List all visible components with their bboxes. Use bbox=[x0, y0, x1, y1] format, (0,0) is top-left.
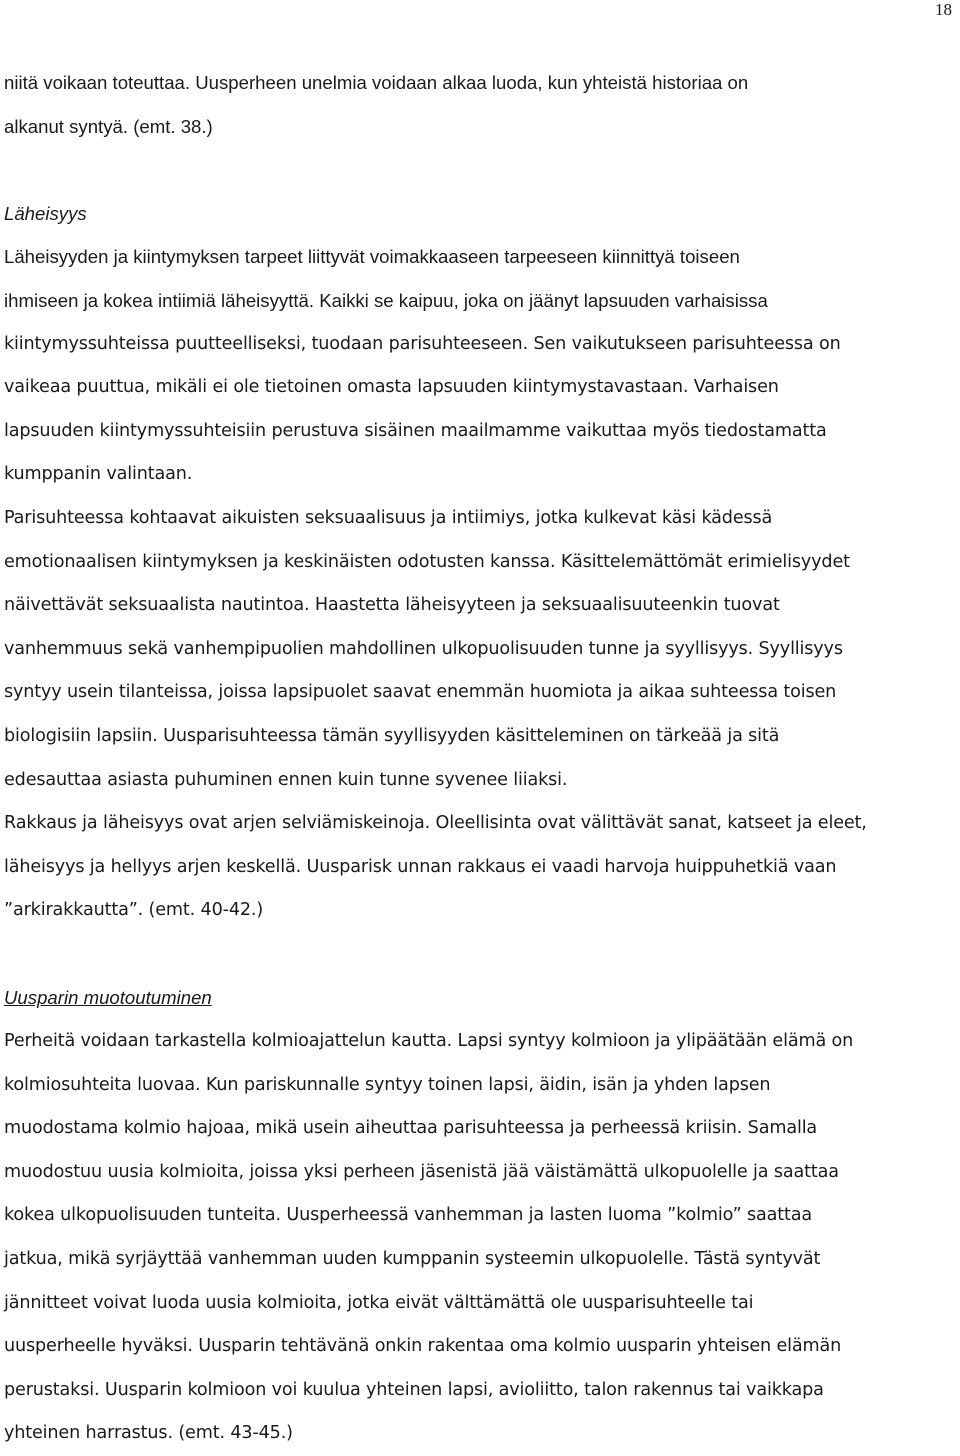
paragraph-line: niitä voikaan toteuttaa. Uusperheen unelmia voidaan alkaa luoda, kun yhteistä historiaa on bbox=[4, 72, 749, 93]
document-body bbox=[4, 61, 954, 1456]
paragraph-line: kokea ulkopuolisuuden tunteita. Uusperheessä vanhemman ja lasten luoma ”kolmio” saattaa bbox=[4, 1205, 813, 1226]
paragraph-line: Rakkaus ja läheisyys ovat arjen selviämiskeinoja. Oleellisinta ovat välittävät sanat, katseet ja eleet, bbox=[4, 813, 867, 834]
spacer bbox=[4, 933, 954, 977]
spacer bbox=[4, 148, 954, 192]
section-heading: Läheisyys bbox=[4, 202, 87, 224]
paragraph-line: vaikeaa puuttua, mikäli ei ole tietoinen omasta lapsuuden kiintymystavastaan. Varhaisen bbox=[4, 377, 779, 398]
paragraph-line: ihmiseen ja kokea intiimiä läheisyyttä. Kaikki se kaipuu, joka on jäänyt lapsuuden varhaisissa bbox=[4, 289, 768, 311]
paragraph-line: vanhemmuus sekä vanhempipuolien mahdollinen ulkopuolisuuden tunne ja syyllisyys. Syyllisyys bbox=[4, 638, 843, 659]
paragraph-line: jatkua, mikä syrjäyttää vanhemman uuden kumppanin systeemin ulkopuolelle. Tästä syntyvät bbox=[4, 1249, 821, 1270]
paragraph-line: näivettävät seksuaalista nautintoa. Haastetta läheisyyteen ja seksuaalisuuteenkin tuovat bbox=[4, 595, 780, 616]
paragraph-line: muodostama kolmio hajoaa, mikä usein aiheuttaa parisuhteessa ja perheessä kriisin. Samalla bbox=[4, 1118, 818, 1139]
paragraph-line: alkanut syntyä. (emt. 38.) bbox=[4, 115, 213, 137]
paragraph-line: kumppanin valintaan. bbox=[4, 464, 193, 485]
paragraph-line: uusperheelle hyväksi. Uusparin tehtävänä onkin rakentaa oma kolmio uusparin yhteisen elämän bbox=[4, 1336, 842, 1357]
paragraph-line: perustaksi. Uusparin kolmioon voi kuulua yhteinen lapsi, avioliitto, talon rakennus tai vaikkapa bbox=[4, 1379, 824, 1400]
paragraph-line: läheisyys ja hellyys arjen keskellä. Uusparisk unnan rakkaus ei vaadi harvoja huippuhetkiä vaan bbox=[4, 856, 837, 877]
paragraph-line: biologisiin lapsiin. Uusparisuhteessa tämän syyllisyyden käsitteleminen on tärkeää ja sitä bbox=[4, 725, 780, 746]
paragraph-line: kiintymyssuhteissa puutteelliseksi, tuodaan parisuhteeseen. Sen vaikutukseen parisuhteessa on bbox=[4, 333, 841, 354]
paragraph-line: Läheisyyden ja kiintymyksen tarpeet liittyvät voimakkaaseen tarpeeseen kiinnittyä toiseen bbox=[4, 246, 740, 268]
paragraph-line: kolmiosuhteita luovaa. Kun pariskunnalle syntyy toinen lapsi, äidin, isän ja yhden lapsen bbox=[4, 1074, 771, 1095]
paragraph-line: lapsuuden kiintymyssuhteisiin perustuva sisäinen maailmamme vaikuttaa myös tiedostamatta bbox=[4, 420, 827, 441]
page-number: 18 bbox=[935, 0, 952, 19]
paragraph-line: Perheitä voidaan tarkastella kolmioajattelun kautta. Lapsi syntyy kolmioon ja ylipäätään elämä on bbox=[4, 1031, 854, 1052]
paragraph-line: emotionaalisen kiintymyksen ja keskinäisten odotusten kanssa. Käsittelemättömät erimielisyydet bbox=[4, 551, 850, 572]
paragraph-line: syntyy usein tilanteissa, joissa lapsipuolet saavat enemmän huomiota ja aikaa suhteessa toisen bbox=[4, 682, 837, 703]
paragraph-line: ”arkirakkautta”. (emt. 40-42.) bbox=[4, 900, 264, 921]
paragraph-line: muodostuu uusia kolmioita, joissa yksi perheen jäsenistä jää väistämättä ulkopuolelle ja saattaa bbox=[4, 1161, 839, 1182]
section-heading: Uusparin muotoutuminen bbox=[4, 987, 212, 1009]
paragraph-line: jännitteet voivat luoda uusia kolmioita, jotka eivät välttämättä ole uusparisuhteelle tai bbox=[4, 1292, 754, 1313]
paragraph-line: edesauttaa asiasta puhuminen ennen kuin tunne syvenee liiaksi. bbox=[4, 769, 568, 790]
paragraph-line: yhteinen harrastus. (emt. 43-45.) bbox=[4, 1423, 293, 1444]
paragraph-line: Parisuhteessa kohtaavat aikuisten seksuaalisuus ja intiimiys, jotka kulkevat käsi kädessä bbox=[4, 507, 773, 528]
